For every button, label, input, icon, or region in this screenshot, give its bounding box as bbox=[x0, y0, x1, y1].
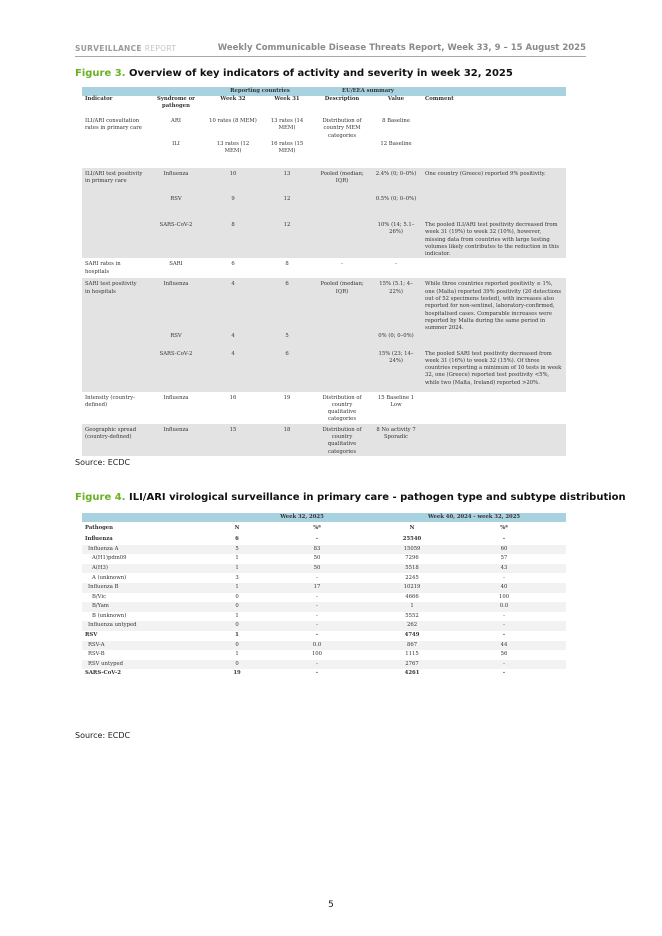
n-season-cell: 5518 bbox=[382, 564, 442, 574]
value-cell: 8 No activity 7 Sporadic bbox=[370, 424, 422, 456]
pct-week-cell: - bbox=[252, 621, 382, 631]
pathogen-cell: RSV bbox=[146, 196, 206, 222]
table-row bbox=[82, 650, 566, 660]
week32-cell: 6 bbox=[231, 261, 235, 268]
table-row bbox=[82, 278, 566, 332]
pathogen-name: Influenza untyped bbox=[82, 621, 222, 631]
pathogen-name: A (unknown) bbox=[92, 574, 127, 581]
group-header-reporting: Reporting countries bbox=[206, 87, 314, 96]
indicator-cell bbox=[82, 222, 146, 258]
pct-week-cell: 17 bbox=[252, 583, 382, 593]
col-header-pathogen: Syndrome or pathogen bbox=[157, 96, 195, 110]
pathogen-name: RSV untyped bbox=[82, 660, 222, 670]
week32-cell: 15 bbox=[206, 424, 260, 456]
pathogen-cell: ILI bbox=[172, 141, 180, 147]
pathogen-name: RSV bbox=[85, 632, 98, 639]
table-row bbox=[82, 612, 566, 622]
n-season-cell: 1 bbox=[382, 602, 442, 612]
header-divider bbox=[75, 56, 586, 57]
pct-season-cell: - bbox=[502, 536, 506, 543]
figure4-caption bbox=[75, 492, 626, 503]
description-cell bbox=[314, 222, 370, 258]
n-season-cell: 7296 bbox=[405, 555, 419, 562]
table-row bbox=[82, 593, 566, 603]
pct-week-cell: - bbox=[316, 574, 318, 581]
pct-week-cell: - bbox=[316, 612, 318, 619]
indicator-cell bbox=[82, 196, 146, 222]
comment-cell bbox=[422, 333, 566, 351]
pct-week-cell: 50 bbox=[313, 555, 321, 562]
n-season-cell: 1115 bbox=[405, 651, 419, 658]
col-header-n-season: N bbox=[409, 524, 415, 531]
pathogen-name: SARS-CoV-2 bbox=[85, 670, 121, 677]
n-season-cell: 10219 bbox=[382, 583, 442, 593]
week32-cell: 4 bbox=[206, 333, 260, 351]
table-row bbox=[82, 141, 566, 168]
group-header-season: Week 40, 2024 - week 32, 2025 bbox=[382, 513, 566, 522]
indicators-table bbox=[82, 87, 566, 456]
description-cell bbox=[314, 141, 370, 168]
n-season-cell: 2767 bbox=[382, 660, 442, 670]
table-row bbox=[82, 424, 566, 456]
indicator-cell: ILI/ARI consultation rates in primary care bbox=[85, 118, 142, 132]
pct-season-cell: - bbox=[502, 670, 506, 677]
pct-week-cell: 100 bbox=[311, 651, 323, 658]
table-row bbox=[82, 631, 566, 641]
indicator-cell: ILI/ARI test positivity in primary care bbox=[82, 168, 146, 196]
pathogen-name: A(H1)pdm09 bbox=[92, 555, 127, 562]
indicator-cell bbox=[82, 141, 146, 168]
table-row bbox=[82, 602, 566, 612]
description-cell bbox=[314, 333, 370, 351]
indicator-cell: SARI rates in hospitals bbox=[85, 261, 121, 275]
col-header-week32: Week 32 bbox=[220, 96, 246, 102]
comment-cell: One country (Greece) reported 9% positivity. bbox=[422, 168, 566, 196]
comment-cell: The pooled ILI/ARI test positivity decreased from week 31 (19%) to week 32 (10%), however, missing data from countries with large testing volumes likely contributes to the reduction in this indicator. bbox=[422, 222, 566, 258]
n-week-cell: 1 bbox=[222, 564, 252, 574]
description-cell: Pooled (median; IQR) bbox=[314, 278, 370, 332]
n-week-cell: 1 bbox=[235, 612, 239, 619]
n-season-cell: 5552 bbox=[405, 612, 419, 619]
value-cell: 0% (0; 0–0%) bbox=[370, 333, 422, 351]
indicator-cell bbox=[82, 333, 146, 351]
comment-cell bbox=[422, 115, 566, 141]
week31-cell: 6 bbox=[260, 278, 314, 332]
pct-season-cell: - bbox=[442, 660, 566, 670]
pct-season-cell: 40 bbox=[442, 583, 566, 593]
pathogen-distribution-table bbox=[82, 513, 566, 679]
week32-cell: 9 bbox=[206, 196, 260, 222]
pathogen-cell: RSV bbox=[146, 333, 206, 351]
pathogen-name: B/Yam bbox=[82, 602, 222, 612]
pathogen-name: B (unknown) bbox=[92, 612, 127, 619]
pathogen-cell: Influenza bbox=[163, 394, 189, 401]
pct-season-cell: 0.0 bbox=[442, 602, 566, 612]
pathogen-name: Influenza bbox=[85, 536, 113, 543]
figure3-title: Overview of key indicators of activity and severity in week 32, 2025 bbox=[128, 68, 513, 79]
description-cell bbox=[314, 351, 370, 392]
col-header-value: Value bbox=[387, 96, 405, 102]
report-title: Weekly Communicable Disease Threats Report, Week 33, 9 – 15 August 2025 bbox=[217, 43, 586, 53]
n-season-cell: 15059 bbox=[382, 545, 442, 555]
pct-season-cell: 57 bbox=[500, 555, 508, 562]
pct-week-cell: 0.0 bbox=[252, 641, 382, 651]
pct-week-cell: - bbox=[315, 670, 319, 677]
description-cell: Distribution of country qualitative categories bbox=[314, 424, 370, 456]
pct-week-cell: - bbox=[315, 536, 319, 543]
table-row bbox=[82, 196, 566, 222]
page-number: 5 bbox=[328, 900, 334, 910]
figure4-title: ILI/ARI virological surveillance in primary care - pathogen type and subtype distribution bbox=[128, 492, 626, 503]
pathogen-name: Influenza B bbox=[82, 583, 222, 593]
pathogen-name: Influenza A bbox=[82, 545, 222, 555]
n-season-cell: 2245 bbox=[405, 574, 419, 581]
n-week-cell: 1 bbox=[235, 555, 239, 562]
n-season-cell: 4261 bbox=[404, 670, 420, 677]
pathogen-cell: Influenza bbox=[146, 168, 206, 196]
table-row bbox=[82, 564, 566, 574]
n-season-cell: 867 bbox=[382, 641, 442, 651]
n-season-cell: 4749 bbox=[404, 632, 420, 639]
week31-cell: 16 rates (15 MEM) bbox=[270, 141, 304, 155]
week32-cell: 13 rates (12 MEM) bbox=[216, 141, 250, 155]
value-cell: 0.5% (0; 0–0%) bbox=[370, 196, 422, 222]
week31-cell: 12 bbox=[260, 222, 314, 258]
table-row bbox=[82, 583, 566, 593]
comment-cell bbox=[422, 258, 566, 278]
pathogen-table-body bbox=[82, 535, 566, 679]
week32-cell: 4 bbox=[206, 351, 260, 392]
indicator-cell bbox=[82, 351, 146, 392]
figure3-caption bbox=[75, 68, 513, 79]
indicator-cell: Geographic spread (country-defined) bbox=[82, 424, 146, 456]
n-week-cell: 0 bbox=[222, 641, 252, 651]
week31-cell: 13 rates (14 MEM) bbox=[270, 118, 304, 132]
col-header-pct-season: %ª bbox=[500, 524, 508, 531]
description-cell: Distribution of country MEM categories bbox=[322, 118, 362, 139]
table-row bbox=[82, 660, 566, 670]
description-cell: Distribution of country qualitative categories bbox=[322, 394, 362, 423]
pathogen-cell: SARI bbox=[169, 261, 183, 268]
pathogen-name: A(H3) bbox=[82, 564, 222, 574]
pct-season-cell: 100 bbox=[498, 593, 510, 600]
comment-cell bbox=[422, 141, 566, 168]
pct-week-cell: 83 bbox=[252, 545, 382, 555]
indicator-cell: Intensity (country-defined) bbox=[85, 394, 135, 408]
col-header-comment: Comment bbox=[425, 96, 454, 102]
n-week-cell: 5 bbox=[222, 545, 252, 555]
n-week-cell: 19 bbox=[233, 670, 241, 677]
table-row bbox=[82, 258, 566, 278]
figure4-source: Source: ECDC bbox=[75, 731, 131, 740]
pct-season-cell: 56 bbox=[500, 651, 508, 658]
table-row bbox=[82, 333, 566, 351]
description-cell: - bbox=[341, 261, 343, 268]
value-cell: 12 Baseline bbox=[380, 141, 412, 147]
n-week-cell: 0 bbox=[222, 602, 252, 612]
table-row bbox=[82, 641, 566, 651]
table-row bbox=[82, 573, 566, 583]
pct-week-cell: - bbox=[252, 660, 382, 670]
week31-cell: 8 bbox=[285, 261, 289, 268]
comment-cell bbox=[422, 392, 566, 424]
figure4-number: Figure 4. bbox=[75, 492, 126, 503]
table-row bbox=[82, 351, 566, 392]
indicator-cell: SARI test positivity in hospitals bbox=[82, 278, 146, 332]
pct-season-cell: 44 bbox=[442, 641, 566, 651]
pathogen-cell: ARI bbox=[171, 118, 181, 124]
description-cell bbox=[314, 196, 370, 222]
pct-season-cell: - bbox=[442, 621, 566, 631]
figure3-source: Source: ECDC bbox=[75, 458, 131, 467]
series-label-light: REPORT bbox=[144, 44, 177, 53]
week31-cell: 12 bbox=[260, 196, 314, 222]
table-row bbox=[82, 621, 566, 631]
pathogen-cell: Influenza bbox=[146, 278, 206, 332]
n-week-cell: 1 bbox=[235, 651, 239, 658]
value-cell: 10% (14; 5.1–26%) bbox=[370, 222, 422, 258]
table-row bbox=[82, 392, 566, 424]
pathogen-name: RSV-A bbox=[82, 641, 222, 651]
pct-week-cell: - bbox=[252, 602, 382, 612]
pct-season-cell: - bbox=[502, 632, 506, 639]
table-row bbox=[82, 535, 566, 545]
pct-week-cell: - bbox=[315, 632, 319, 639]
table-row bbox=[82, 222, 566, 258]
n-season-cell: 262 bbox=[382, 621, 442, 631]
pct-week-cell: 50 bbox=[252, 564, 382, 574]
week32-cell: 4 bbox=[206, 278, 260, 332]
group-header-summary: EU/EEA summary bbox=[314, 87, 422, 96]
value-cell: 8 Baseline bbox=[382, 118, 410, 124]
comment-cell bbox=[422, 196, 566, 222]
n-week-cell: 0 bbox=[235, 593, 239, 600]
pathogen-cell: Influenza bbox=[146, 424, 206, 456]
n-season-cell: 4666 bbox=[405, 593, 419, 600]
pct-season-cell: - bbox=[503, 574, 505, 581]
n-week-cell: 6 bbox=[235, 536, 239, 543]
pathogen-cell: SARS-CoV-2 bbox=[146, 351, 206, 392]
n-week-cell: 0 bbox=[222, 660, 252, 670]
n-week-cell: 3 bbox=[235, 574, 239, 581]
table-row bbox=[82, 554, 566, 564]
group-header-week: Week 32, 2025 bbox=[222, 513, 382, 522]
col-header-week31: Week 31 bbox=[274, 96, 300, 102]
table-row bbox=[82, 545, 566, 555]
value-cell: 15 Baseline 1 Low bbox=[377, 394, 415, 408]
pathogen-cell: SARS-CoV-2 bbox=[146, 222, 206, 258]
table-row bbox=[82, 115, 566, 141]
pct-season-cell: 60 bbox=[442, 545, 566, 555]
table-row bbox=[82, 168, 566, 196]
n-week-cell: 1 bbox=[235, 632, 239, 639]
pct-week-cell: - bbox=[316, 593, 318, 600]
report-series-label bbox=[75, 44, 176, 53]
series-label-bold: SURVEILLANCE bbox=[75, 44, 142, 53]
table-row bbox=[82, 669, 566, 679]
week32-cell: 10 bbox=[206, 168, 260, 196]
figure3-number: Figure 3. bbox=[75, 68, 126, 79]
n-season-cell: 25540 bbox=[402, 536, 422, 543]
week31-cell: 5 bbox=[260, 333, 314, 351]
value-cell: - bbox=[395, 261, 397, 268]
week32-cell: 16 bbox=[229, 394, 237, 401]
col-header-indicator: Indicator bbox=[85, 96, 113, 102]
value-cell: 15% (5.1; 4–22%) bbox=[370, 278, 422, 332]
pct-season-cell: - bbox=[503, 612, 505, 619]
comment-cell: The pooled SARI test positivity decreased from week 31 (16%) to week 32 (15%). Of three countries reporting a minimum of 10 tests in week 32, one (Greece) reported test positivity <5%, while two (Malta, Ireland) reported >20%. bbox=[422, 351, 566, 392]
week31-cell: 18 bbox=[260, 424, 314, 456]
comment-cell bbox=[422, 424, 566, 456]
pathogen-name: B/Vic bbox=[92, 593, 107, 600]
n-week-cell: 0 bbox=[222, 621, 252, 631]
week32-cell: 10 rates (8 MEM) bbox=[209, 118, 257, 124]
col-header-pct-week: %ª bbox=[313, 524, 321, 531]
description-cell: Pooled (median; IQR) bbox=[314, 168, 370, 196]
week31-cell: 13 bbox=[260, 168, 314, 196]
week32-cell: 8 bbox=[206, 222, 260, 258]
value-cell: 2.4% (0; 0–0%) bbox=[370, 168, 422, 196]
col-header-pathogen: Pathogen bbox=[85, 524, 114, 531]
pathogen-name: RSV-B bbox=[88, 651, 105, 658]
value-cell: 15% (23; 14–24%) bbox=[370, 351, 422, 392]
comment-cell: While three countries reported positivity ≤ 1%, one (Malta) reported 39% positivity (20 detections out of 52 specimens tested), with increases also reported for non-sentinel, laboratory-confirmed, hospitalised cases. Comparable increases were reported by Malta during the same period in summer 2024. bbox=[422, 278, 566, 332]
col-header-description: Description bbox=[324, 96, 360, 102]
week31-cell: 6 bbox=[260, 351, 314, 392]
n-week-cell: 1 bbox=[222, 583, 252, 593]
pct-season-cell: 43 bbox=[442, 564, 566, 574]
col-header-n-week: N bbox=[234, 524, 240, 531]
week31-cell: 19 bbox=[283, 394, 291, 401]
